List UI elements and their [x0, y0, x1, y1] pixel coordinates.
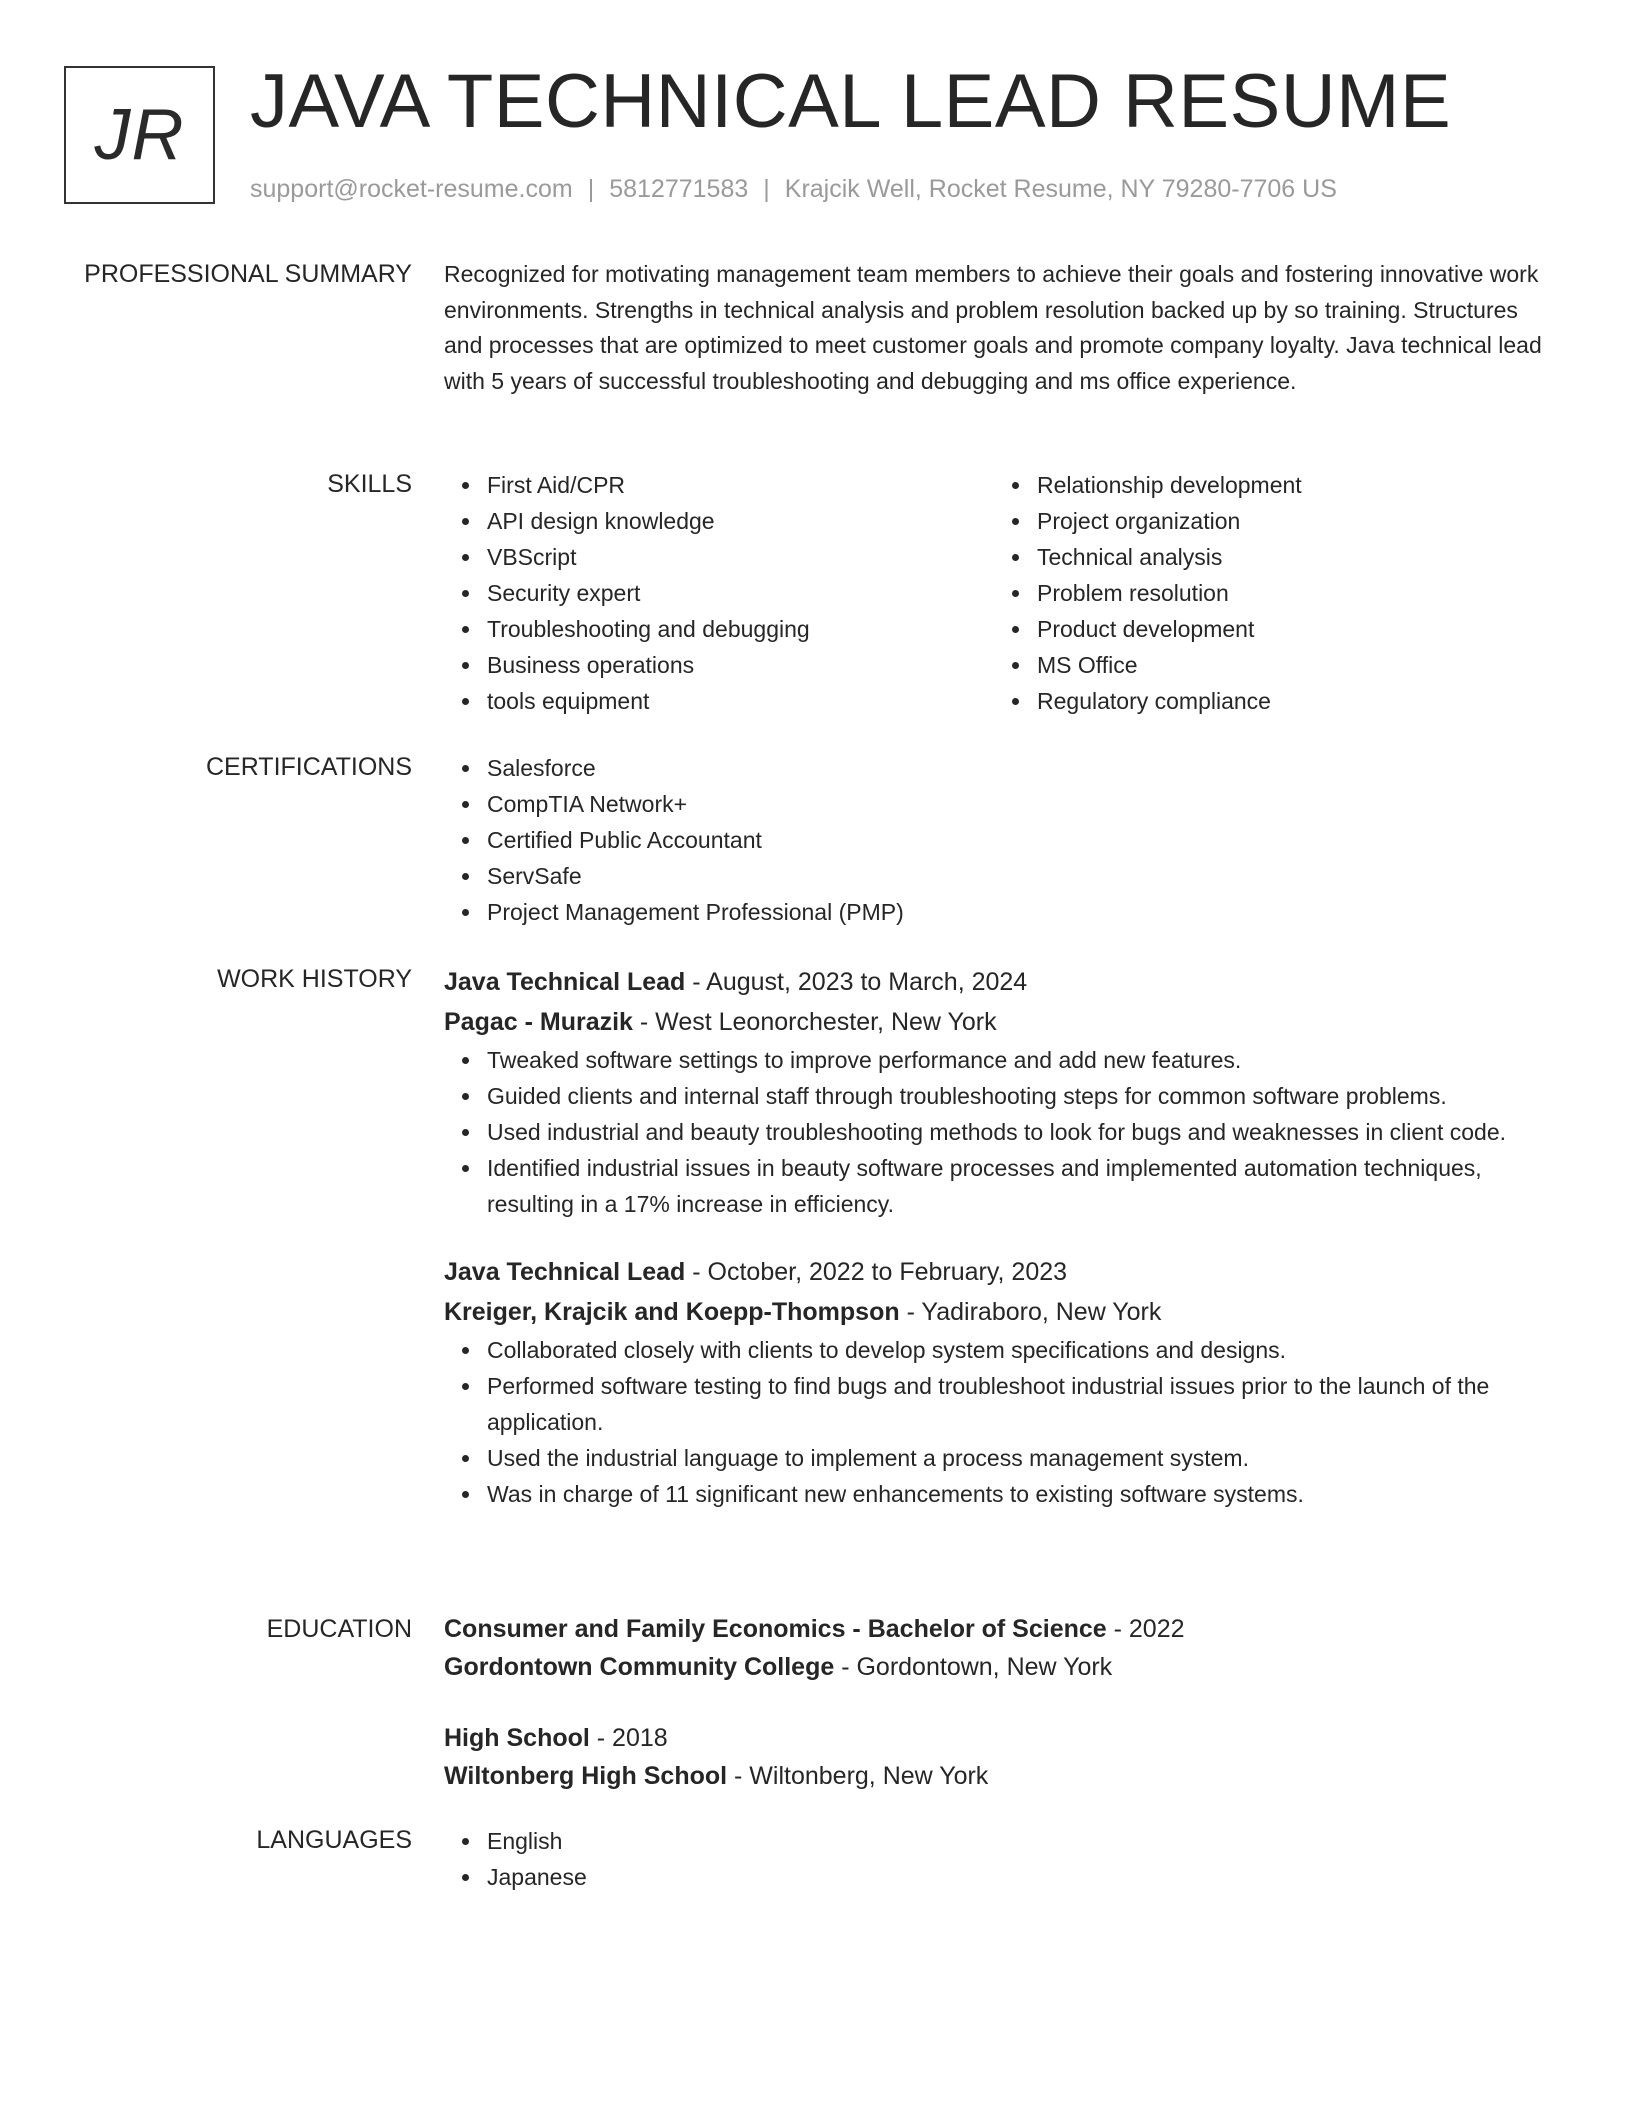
education-school: Gordontown Community College [444, 1653, 835, 1681]
list-item: API design knowledge [487, 503, 994, 539]
list-item: Product development [1037, 611, 1544, 647]
education-school: Wiltonberg High School [444, 1762, 728, 1790]
contact-separator: | [587, 175, 595, 203]
contact-line [250, 172, 1337, 206]
list-item: tools equipment [487, 683, 994, 719]
certifications-content [444, 750, 1544, 930]
job-company-line [444, 1292, 1544, 1332]
resume-title: JAVA TECHNICAL LEAD RESUME [250, 59, 1452, 144]
job-dates: - October, 2022 to February, 2023 [685, 1258, 1068, 1286]
list-item: VBScript [487, 539, 994, 575]
education-entry [444, 1719, 1544, 1795]
list-item: Project organization [1037, 503, 1544, 539]
job-bullets [444, 1042, 1544, 1222]
job-company: Pagac - Murazik [444, 1008, 633, 1036]
list-item: Tweaked software settings to improve performance and add new features. [487, 1042, 1544, 1078]
education-year: - 2022 [1106, 1615, 1185, 1643]
job-dates: - August, 2023 to March, 2024 [685, 968, 1028, 996]
list-item: Japanese [487, 1859, 1544, 1895]
list-item: Relationship development [1037, 467, 1544, 503]
list-item: Used industrial and beauty troubleshooting methods to look for bugs and weaknesses in client code. [487, 1114, 1544, 1150]
contact-email[interactable]: support@rocket-resume.com [250, 175, 573, 203]
contact-address: Krajcik Well, Rocket Resume, NY 79280-7706 US [784, 175, 1337, 203]
list-item: Used the industrial language to implement a process management system. [487, 1440, 1544, 1476]
education-degree: High School [444, 1724, 590, 1752]
job-entry [444, 1252, 1544, 1512]
job-title-line [444, 1252, 1544, 1292]
job-bullets [444, 1332, 1544, 1512]
list-item: Project Management Professional (PMP) [487, 894, 1544, 930]
summary-content [444, 257, 1544, 399]
list-item: Problem resolution [1037, 575, 1544, 611]
monogram-initials: JR [94, 95, 185, 175]
education-location: - Gordontown, New York [834, 1653, 1113, 1681]
job-title-line [444, 962, 1544, 1002]
section-label: WORK HISTORY [217, 965, 412, 993]
section-label: PROFESSIONAL SUMMARY [84, 260, 412, 288]
job-entry [444, 962, 1544, 1222]
work-history-content [444, 962, 1544, 1512]
languages-list [444, 1823, 1544, 1895]
job-location: - Yadiraboro, New York [899, 1298, 1162, 1326]
education-degree-line [444, 1610, 1544, 1648]
list-item: Identified industrial issues in beauty software processes and implemented automation techniques, resulting in a 17% increase in efficiency. [487, 1150, 1544, 1222]
education-degree-line [444, 1719, 1544, 1757]
section-label: SKILLS [327, 470, 412, 498]
list-item: First Aid/CPR [487, 467, 994, 503]
skills-content [444, 467, 1544, 719]
education-school-line [444, 1648, 1544, 1686]
job-company: Kreiger, Krajcik and Koepp-Thompson [444, 1298, 900, 1326]
list-item: Security expert [487, 575, 994, 611]
list-item: CompTIA Network+ [487, 786, 1544, 822]
job-title: Java Technical Lead [444, 1258, 686, 1286]
education-content [444, 1610, 1544, 1795]
list-item: Salesforce [487, 750, 1544, 786]
education-entry [444, 1610, 1544, 1686]
education-year: - 2018 [589, 1724, 668, 1752]
education-location: - Wiltonberg, New York [727, 1762, 989, 1790]
education-school-line [444, 1757, 1544, 1795]
list-item: Guided clients and internal staff through troubleshooting steps for common software problems. [487, 1078, 1544, 1114]
list-item: Certified Public Accountant [487, 822, 1544, 858]
list-item: Business operations [487, 647, 994, 683]
job-title: Java Technical Lead [444, 968, 686, 996]
section-label: EDUCATION [266, 1615, 412, 1643]
section-label: LANGUAGES [256, 1826, 412, 1854]
contact-phone[interactable]: 5812771583 [609, 175, 749, 203]
monogram-box [64, 66, 215, 204]
languages-content [444, 1823, 1544, 1895]
job-location: - West Leonorchester, New York [632, 1008, 997, 1036]
list-item: MS Office [1037, 647, 1544, 683]
list-item: Technical analysis [1037, 539, 1544, 575]
skills-list-left [444, 467, 994, 719]
certifications-list [444, 750, 1544, 930]
list-item: Collaborated closely with clients to develop system specifications and designs. [487, 1332, 1544, 1368]
list-item: Regulatory compliance [1037, 683, 1544, 719]
section-label: CERTIFICATIONS [205, 753, 412, 781]
list-item: Performed software testing to find bugs and troubleshoot industrial issues prior to the launch of the application. [487, 1368, 1544, 1440]
contact-separator: | [763, 175, 770, 203]
education-degree: Consumer and Family Economics - Bachelor of Science [444, 1615, 1107, 1643]
skills-list-right [994, 467, 1544, 719]
list-item: Troubleshooting and debugging [487, 611, 994, 647]
job-company-line [444, 1002, 1544, 1042]
summary-text: Recognized for motivating management team members to achieve their goals and fostering innovative work environments. Strengths in technical analysis and problem resolution backed up by so training. Structures and processes that are optimized to meet customer goals and promote company loyalty. Java technical lead with 5 years of successful troubleshooting and debugging and ms office experience. [444, 261, 1542, 394]
list-item: Was in charge of 11 significant new enhancements to existing software systems. [487, 1476, 1544, 1512]
list-item: ServSafe [487, 858, 1544, 894]
list-item: English [487, 1823, 1544, 1859]
